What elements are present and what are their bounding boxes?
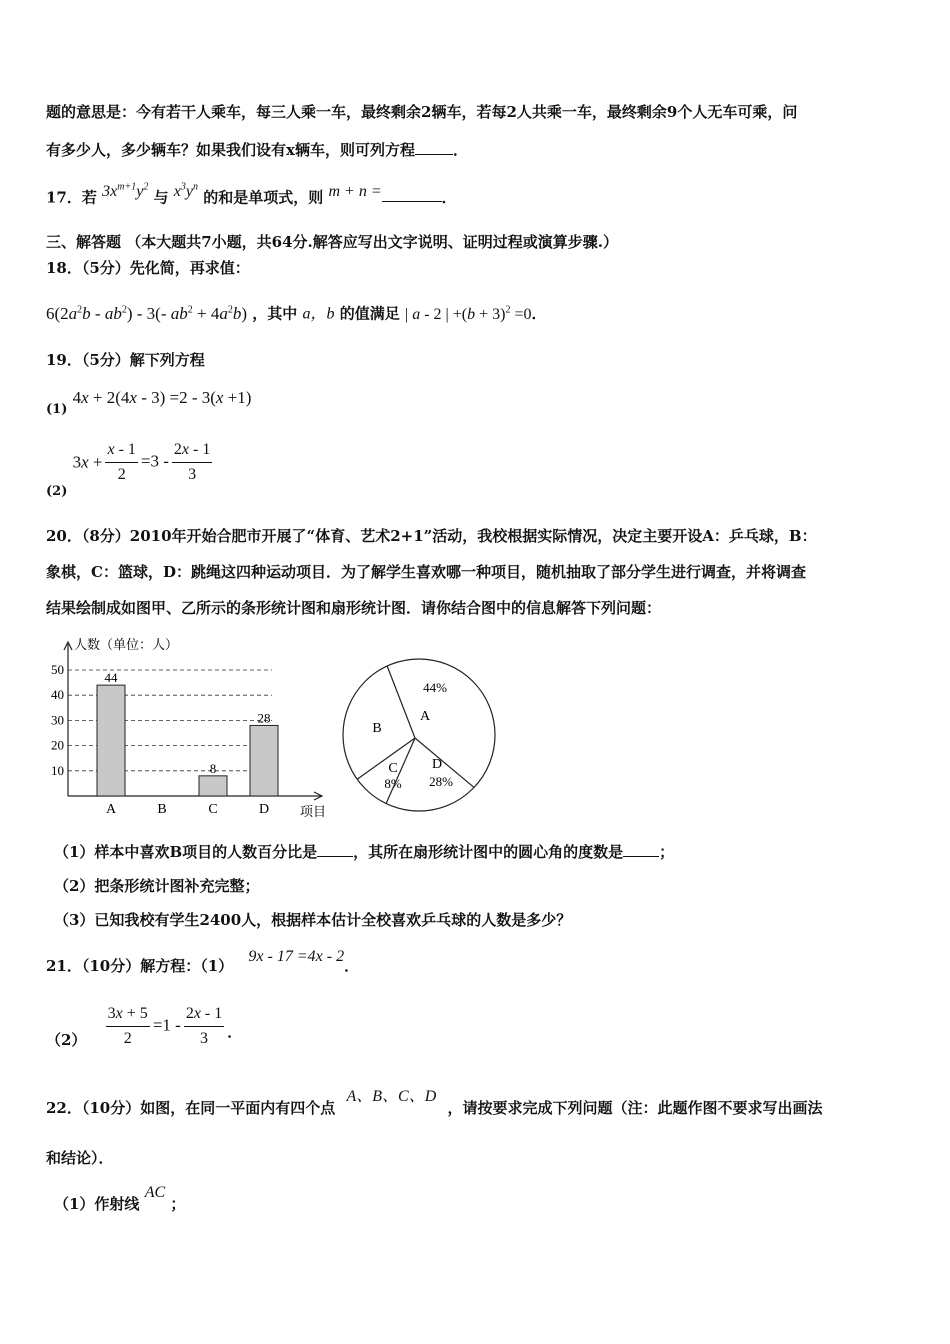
problem21-heading: 21．（10分）解方程：（1） bbox=[46, 957, 234, 975]
equation1: 9x - 17 =4x - 2 bbox=[248, 948, 345, 965]
problem18-expression bbox=[46, 300, 547, 325]
problem22-line1 bbox=[46, 1088, 823, 1119]
problem16-text-line2: 有多少人，多少辆车？如果我们设有x辆车，则可列方程 ． bbox=[46, 141, 468, 159]
bar-chart bbox=[40, 632, 340, 822]
part-label: (1) bbox=[46, 402, 68, 417]
fraction: $\frac{2x - 1}{3}$ bbox=[185, 1005, 223, 1047]
problem20-line3: 结果绘制成如图甲、乙所示的条形统计图和扇形统计图．请你结合图中的信息解答下列问题： bbox=[46, 599, 662, 617]
fraction: $\frac{x - 1}{2}$ bbox=[107, 441, 136, 483]
pie-slice-percent: 28% bbox=[429, 774, 453, 789]
problem22-text-b: ，请按要求完成下列问题（注：此题作图不要求写出画法 bbox=[447, 1099, 823, 1117]
condition-text: 的值满足 bbox=[339, 304, 400, 323]
pie-slice-label: C bbox=[388, 761, 398, 776]
problem22-sub1 bbox=[54, 1184, 186, 1215]
where: ，其中 bbox=[252, 304, 298, 323]
answer-blank[interactable] bbox=[415, 140, 453, 155]
problem17-and: 与 bbox=[153, 188, 169, 207]
period: ． bbox=[441, 188, 457, 207]
problem16-text-line1: 题的意思是：今有若干人乘车，每三人乘一车，最终剩余2辆车，若每2人共乘一车，最终剩余9个人无车可乘，问 bbox=[46, 103, 798, 121]
bar-value-label: 44 bbox=[104, 670, 118, 686]
pie-slice-percent: 8% bbox=[384, 776, 402, 791]
equals: =3 - bbox=[140, 451, 169, 471]
m-plus-n: m + n = bbox=[328, 183, 382, 201]
pie-outline bbox=[343, 659, 495, 811]
answer-blank[interactable] bbox=[382, 187, 442, 202]
expr: $6(2a^2b - ab^2) - 3(-$ $ab^2 + 4a^2b$) bbox=[46, 303, 248, 323]
sub1-text-a: （1）样本中喜欢B项目的人数百分比是 bbox=[54, 843, 318, 861]
pie-slice-label: D bbox=[431, 757, 443, 772]
bar-value-label: 8 bbox=[209, 760, 217, 776]
problem17-number: 17．若 bbox=[46, 188, 97, 207]
problem19-heading: 19．（5分）解下列方程 bbox=[46, 351, 205, 369]
y-axis-label: 人数（单位：人） bbox=[74, 637, 179, 652]
x-tick-label: A bbox=[105, 802, 117, 817]
problem20-line1: 20．（8分）2010年开始合肥市开展了“体育、艺术2+1”活动，我校根据实际情况，决定主要开设A：乒乓球，B： bbox=[46, 527, 817, 545]
x-axis-label: 项目 bbox=[300, 804, 327, 819]
period: ． bbox=[531, 304, 547, 323]
part-label: (2) bbox=[46, 483, 68, 499]
y-tick-label: 30 bbox=[51, 712, 64, 728]
problem20-line2: 象棋，C：篮球，D：跳绳这四种运动项目．为了解学生喜欢哪一种项目，随机抽取了部分学生进行调查，并将调查 bbox=[46, 563, 806, 581]
problem20-sub2: （2）把条形统计图补充完整； bbox=[54, 877, 260, 895]
x-tick-label: D bbox=[258, 802, 270, 817]
pie-chart bbox=[335, 650, 505, 820]
fraction: $\frac{3x + 5}{2}$ bbox=[107, 1005, 148, 1047]
equation1: 4x + 2(4x - 3) =2 - 3(x +1) bbox=[72, 388, 252, 407]
y-tick-label: 10 bbox=[51, 762, 64, 778]
problem20-sub1 bbox=[54, 842, 674, 862]
equals: =1 - bbox=[152, 1015, 181, 1035]
sub1-text: （1）作射线 bbox=[54, 1195, 140, 1213]
points-abcd: A、B、C、D bbox=[346, 1088, 437, 1105]
vars-ab: a，b bbox=[302, 305, 335, 323]
term2: $x^3y^n$ bbox=[173, 182, 199, 201]
pie-slice-label: B bbox=[372, 721, 382, 736]
semicolon: ； bbox=[170, 1195, 186, 1213]
y-tick-label: 50 bbox=[51, 662, 64, 677]
y-tick-label: 40 bbox=[51, 687, 64, 703]
problem18-heading: 18．（5分）先化简，再求值： bbox=[46, 259, 250, 277]
problem17-tail: 的和是单项式，则 bbox=[203, 188, 324, 207]
part-label: （2） bbox=[46, 1030, 87, 1049]
section-3-heading: 三、解答题 （本大题共7小题，共64分.解答应写出文字说明、证明过程或演算步骤.） bbox=[46, 233, 618, 251]
problem19-part1 bbox=[46, 388, 252, 417]
x-tick-label: C bbox=[208, 802, 218, 817]
problem17 bbox=[46, 184, 457, 208]
bar bbox=[250, 725, 278, 796]
period: ． bbox=[344, 957, 360, 975]
x-tick-label: B bbox=[157, 802, 167, 817]
problem21-part2 bbox=[46, 1004, 242, 1054]
answer-blank[interactable] bbox=[317, 842, 353, 857]
equation2: 3x + bbox=[72, 452, 103, 472]
bar bbox=[199, 776, 227, 796]
problem20-sub3: （3）已知我校有学生2400人，根据样本估计全校喜欢乒乓球的人数是多少？ bbox=[54, 911, 572, 929]
sub1-text-c: ； bbox=[659, 843, 675, 861]
problem19-part2 bbox=[46, 440, 215, 499]
answer-blank[interactable] bbox=[623, 842, 659, 857]
pie-slice-label: A bbox=[419, 709, 431, 724]
problem21-part1 bbox=[46, 948, 360, 977]
ray-ac: AC bbox=[144, 1184, 166, 1201]
problem16-question: 有多少人，多少辆车？如果我们设有x辆车，则可列方程 bbox=[46, 141, 415, 159]
fraction: $\frac{2x - 1}{3}$ bbox=[173, 441, 211, 483]
condition-expr: | a - 2 | $+(b + 3)^2 =0$ bbox=[405, 304, 532, 323]
bar-value-label: 28 bbox=[257, 710, 271, 726]
period: ． bbox=[227, 1022, 243, 1041]
term1: $3x^{m+1}y^2$ bbox=[102, 182, 149, 201]
problem22-text: 22．（10分）如图，在同一平面内有四个点 bbox=[46, 1099, 336, 1117]
bar bbox=[97, 685, 125, 796]
problem22-line2: 和结论）． bbox=[46, 1149, 114, 1167]
sub1-text-b: ，其所在扇形统计图中的圆心角的度数是 bbox=[353, 843, 624, 861]
y-tick-label: 20 bbox=[51, 737, 64, 753]
pie-slice-percent: 44% bbox=[423, 680, 447, 695]
